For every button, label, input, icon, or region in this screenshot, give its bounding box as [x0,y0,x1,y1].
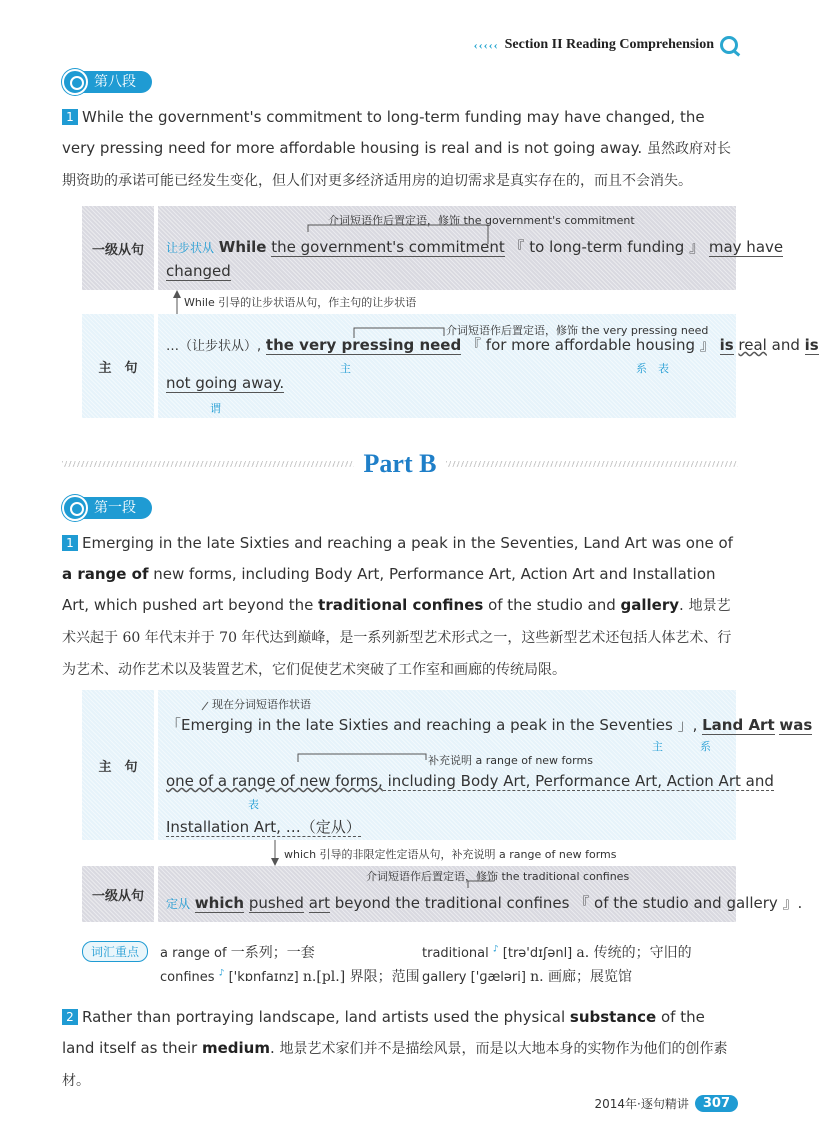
section-tag-label: 第八段 [78,71,152,93]
divider-line [446,461,738,467]
divider-line [62,461,354,467]
sentence-text: . [679,596,684,614]
keyword: traditional confines [318,596,484,614]
verb: is [804,336,819,354]
running-head [474,36,738,54]
supplement-cont: Installation Art, …（定从） [166,818,361,836]
sentence-text: of the land itself as their [62,1008,705,1057]
participle-phrase: 「Emerging in the late Sixties and reaching a peak in the Seventies 」, [166,716,698,734]
sentence-english: While the government's commitment to long-term funding may have changed, the very pressing need for more affordable housing is real and is not going away. [62,108,705,157]
clause-line-2 [166,262,231,280]
annotation: 补充说明 a range of new forms [428,754,593,767]
conjunction: and [771,336,800,354]
sentence-text: new forms, including Body Art, Performance Art, Action Art and Installation Art, which pushed art beyond the [62,565,716,614]
section8-paragraph [62,102,738,197]
predicative: real [738,336,767,354]
vocab-item [160,966,420,986]
page-number: 307 [695,1095,738,1112]
vocab-phonetic: ['kɒnfaɪnz] [228,970,299,985]
section1-paragraph-2 [62,1002,738,1097]
clause-tag: 定从 [166,897,191,911]
subject-phrase: the government's commitment [271,238,505,256]
vocab-phonetic: ['ɡæləri] [470,970,526,985]
link-verb: is [719,336,734,354]
vocab-phonetic: [trə'dɪʃənl] [502,946,573,961]
page-footer [595,1095,739,1112]
vocab-item [422,942,692,962]
section1-paragraph [62,528,738,686]
section-tag-8 [62,70,152,94]
clause-label: 一级从句 [82,866,154,922]
prefix: …（让步状从）, [166,339,262,354]
link-verb: was [779,716,813,734]
speech-bubble-icon [62,69,88,95]
sentence-chinese: 地景艺术家们并不是描绘风景，而是以大地本身的实物作为他们的创作素材。 [62,1041,728,1089]
relative-pronoun: which [194,894,245,912]
gram-predicative: 表 [658,362,669,375]
sentence-number: 1 [62,535,78,551]
audio-icon: ♪ [218,968,225,979]
link-note: While 引导的让步状语从句，作主句的让步状语 [184,296,417,309]
vocab-word: traditional [422,946,489,961]
keyword: gallery [620,596,680,614]
conjunction: While [218,238,267,256]
sentence-text: Rather than portraying landscape, land artists used the physical [82,1008,570,1026]
predicative: one of a range of new forms, [166,772,383,790]
adverbial: beyond the traditional confines [334,894,570,912]
link-arrow-icon [270,840,280,866]
clause-line-1 [166,236,783,257]
part-b-divider [62,448,738,480]
predicate-cont: changed [166,262,231,280]
keyword: substance [569,1008,657,1026]
main-clause-label: 主 句 [82,690,154,840]
vocab-tag: 词汇重点 [82,941,148,962]
modifier-bracket: 『 for more affordable housing 』 [466,336,715,354]
subject: the very pressing need [265,336,462,354]
gram-predicative: 表 [248,798,259,811]
supplement: including Body Art, Performance Art, Action Art and [382,772,774,790]
sentence-chinese: 地景艺术兴起于 60 年代末并于 70 年代达到巅峰，是一系列新型艺术形式之一，这些新型艺术还包括人体艺术、行为艺术、动作艺术以及装置艺术，它们促使艺术突破了工作室和画廊的传统局限。 [62,598,732,678]
vocab-def: a. 传统的；守旧的 [576,945,692,961]
predicate: may have [708,238,784,256]
gram-link: 系 [700,740,711,753]
annotation: 介词短语作后置定语，修饰 the traditional confines [366,870,630,883]
footer-label: 2014年·逐句精讲 [594,1097,689,1111]
part-title: Part B [363,449,437,478]
vocab-word: a range of [160,946,227,961]
gram-link: 系 [636,362,647,375]
verb: pushed [248,894,304,912]
gram-subject: 主 [652,740,663,753]
main-line-1 [166,334,819,355]
search-magnifier-icon [720,36,738,54]
main-clause-box [158,314,819,418]
vocab-item [160,942,315,962]
sentence-text: of the studio and [483,596,621,614]
subject: Land Art [702,716,775,734]
sentence-text: Emerging in the late Sixties and reaching a peak in the Seventies, Land Art was one of [82,534,733,552]
keyword: a range of [62,565,149,583]
sentence-number: 1 [62,109,78,125]
arrows-icon: ‹‹‹‹‹ [473,37,499,52]
modifier-bracket: 『 to long-term funding 』 [509,238,705,256]
annotation: 介词短语作后置定语，修饰 the very pressing need [446,324,709,337]
sentence-text: . [269,1039,275,1057]
section-tag-1 [62,496,152,520]
vocab-def: n. 画廊；展览馆 [530,969,632,985]
main-clause-box [158,690,813,840]
sentence-chinese: 虽然政府对长期资助的承诺可能已经发生变化，但人们对更多经济适用房的迫切需求是真实存在的，而且不会消失。 [62,141,731,189]
link-note: which 引导的非限定性定语从句，补充说明 a range of new forms [284,848,617,861]
vocab-word: confines [160,970,215,985]
predicate: not going away. [166,374,285,392]
annotation: 现在分词短语作状语 [212,698,311,711]
main-line-3 [166,816,361,837]
clause-box [158,206,784,290]
main-line-2 [166,374,284,392]
vocab-def: 一系列；一套 [230,945,315,961]
audio-icon: ♪ [492,944,499,955]
clause-label: 一级从句 [82,206,154,290]
main-line-2 [166,772,774,790]
annotation-bracket-icon [158,314,736,418]
vocab-item [422,966,632,986]
vocab-word: gallery [422,970,467,985]
running-title: Section II Reading Comprehension [504,37,714,52]
vocab-def: n.[pl.] 界限；范围 [302,969,420,985]
object: art [308,894,330,912]
modifier-bracket: 『 of the studio and gallery 』. [574,894,803,912]
main-clause-label: 主 句 [82,314,154,418]
main-line-1 [166,714,812,735]
speech-bubble-icon [62,495,88,521]
annotation: 介词短语作后置定语，修饰 the government's commitment [328,214,635,227]
section-tag-label: 第一段 [78,497,152,519]
gram-subject: 主 [340,362,351,375]
sentence-number: 2 [62,1009,78,1025]
clause-tag: 让步状从 [166,241,215,255]
clause-line [166,892,802,913]
keyword: medium [201,1039,270,1057]
gram-predicate: 谓 [210,402,221,415]
clause-box [158,866,803,922]
